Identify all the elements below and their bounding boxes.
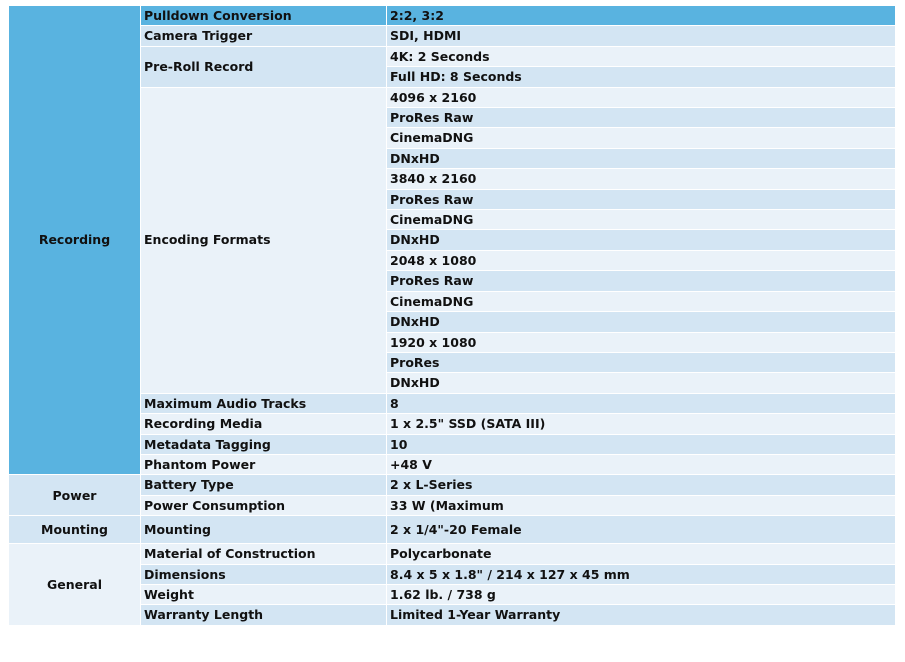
section-mounting: Mounting bbox=[9, 516, 140, 543]
spec-value: SDI, HDMI bbox=[387, 26, 895, 45]
spec-value: DNxHD bbox=[387, 149, 895, 168]
table-row bbox=[9, 394, 895, 413]
spec-label: Phantom Power bbox=[141, 455, 386, 474]
table-row bbox=[9, 6, 895, 25]
spec-value: 10 bbox=[387, 435, 895, 454]
spec-value: 3840 x 2160 bbox=[387, 169, 895, 188]
spec-value: 1.62 lb. / 738 g bbox=[387, 585, 895, 604]
spec-label: Encoding Formats bbox=[141, 88, 386, 393]
table-row bbox=[9, 435, 895, 454]
spec-label: Material of Construction bbox=[141, 544, 386, 563]
spec-value: CinemaDNG bbox=[387, 210, 895, 229]
table-row bbox=[9, 565, 895, 584]
spec-value: ProRes Raw bbox=[387, 190, 895, 209]
spec-value: CinemaDNG bbox=[387, 292, 895, 311]
section-general: General bbox=[9, 544, 140, 625]
spec-value: DNxHD bbox=[387, 373, 895, 392]
spec-value: CinemaDNG bbox=[387, 128, 895, 147]
spec-value: DNxHD bbox=[387, 312, 895, 331]
table-row bbox=[9, 516, 895, 543]
table-row bbox=[9, 605, 895, 624]
spec-value: 1 x 2.5" SSD (SATA III) bbox=[387, 414, 895, 433]
section-recording: Recording bbox=[9, 6, 140, 474]
spec-value: DNxHD bbox=[387, 230, 895, 249]
spec-label: Power Consumption bbox=[141, 496, 386, 515]
spec-value: 2 x 1/4"-20 Female bbox=[387, 516, 895, 543]
spec-value: ProRes bbox=[387, 353, 895, 372]
table-row bbox=[9, 88, 895, 107]
spec-value: ProRes Raw bbox=[387, 108, 895, 127]
spec-value: 4K: 2 Seconds bbox=[387, 47, 895, 66]
spec-value: 2 x L-Series bbox=[387, 475, 895, 494]
spec-value: 8 bbox=[387, 394, 895, 413]
spec-label: Mounting bbox=[141, 516, 386, 543]
table-row bbox=[9, 475, 895, 494]
section-power: Power bbox=[9, 475, 140, 515]
table-row bbox=[9, 585, 895, 604]
spec-value: 2048 x 1080 bbox=[387, 251, 895, 270]
table-row bbox=[9, 414, 895, 433]
spec-value: +48 V bbox=[387, 455, 895, 474]
spec-value: 4096 x 2160 bbox=[387, 88, 895, 107]
spec-value: Limited 1-Year Warranty bbox=[387, 605, 895, 624]
spec-label: Pulldown Conversion bbox=[141, 6, 386, 25]
spec-table bbox=[8, 5, 896, 626]
spec-value: 33 W (Maximum bbox=[387, 496, 895, 515]
spec-label: Metadata Tagging bbox=[141, 435, 386, 454]
spec-value: ProRes Raw bbox=[387, 271, 895, 290]
spec-label: Maximum Audio Tracks bbox=[141, 394, 386, 413]
spec-value: 8.4 x 5 x 1.8" / 214 x 127 x 45 mm bbox=[387, 565, 895, 584]
spec-label: Camera Trigger bbox=[141, 26, 386, 45]
table-row bbox=[9, 26, 895, 45]
spec-value: Polycarbonate bbox=[387, 544, 895, 563]
spec-value: 2:2, 3:2 bbox=[387, 6, 895, 25]
table-row bbox=[9, 544, 895, 563]
spec-label: Warranty Length bbox=[141, 605, 386, 624]
spec-value: Full HD: 8 Seconds bbox=[387, 67, 895, 86]
spec-label: Weight bbox=[141, 585, 386, 604]
spec-label: Recording Media bbox=[141, 414, 386, 433]
table-row bbox=[9, 455, 895, 474]
spec-label: Battery Type bbox=[141, 475, 386, 494]
table-row bbox=[9, 47, 895, 66]
spec-value: 1920 x 1080 bbox=[387, 333, 895, 352]
spec-label: Pre-Roll Record bbox=[141, 47, 386, 87]
table-row bbox=[9, 496, 895, 515]
spec-label: Dimensions bbox=[141, 565, 386, 584]
